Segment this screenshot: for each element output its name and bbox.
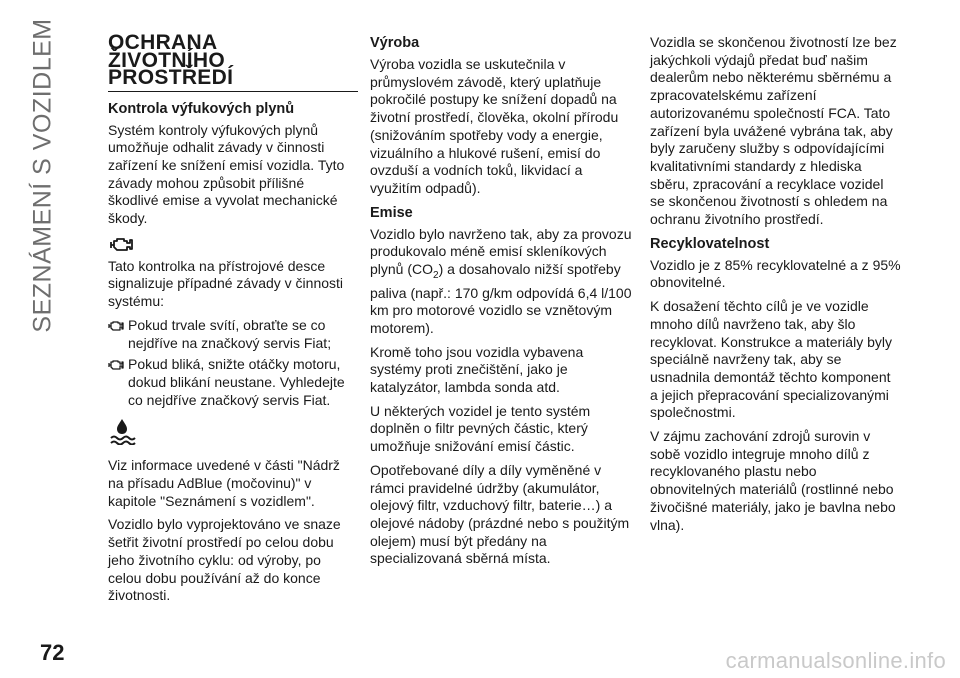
watermark: carmanualsonline.info	[725, 648, 946, 673]
column-1	[108, 31, 358, 611]
paragraph: V zájmu zachování zdrojů surovin v sobě vozidlo integruje mnoho dílů z recyklovaného plastu nebo obnovitelných materiálů (rostlinné nebo živočišné materiály, jako je bavlna nebo vlna).	[650, 428, 896, 533]
paragraph: Kromě toho jsou vozidla vybavena systémy proti znečištění, jako je katalyzátor, lambda sonda atd.	[370, 343, 584, 396]
paragraph: U některých vozidel je tento systém doplněn o filtr pevných částic, který umožňuje snižování emisí částic.	[370, 402, 591, 455]
heading-recyclability: Recyklovatelnost	[650, 235, 770, 252]
list-item: Pokud trvale svítí, obraťte se co nejdříve na značkový servis Fiat;	[108, 317, 358, 352]
paragraph: Viz informace uvedené v části "Nádrž na přísadu AdBlue (močovinu)" v kapitole "Seznámení s vozidlem".	[108, 457, 340, 509]
paragraph: Výroba vozidla se uskutečnila v průmyslovém závodě, který uplatňuje pokročilé postupy ke snížení dopadů na životní prostředí, člověka, okolní přírodu (snižováním spotřeby vody a energie, vizuálního a hlukové rušení, emisí do ovzduší a vodních toků, likvidací a využitím odpadů).	[370, 56, 619, 196]
section-title: OCHRANA ŽIVOTNÍHO PROSTŘEDÍ	[108, 34, 358, 92]
paragraph: Opotřebované díly a díly vyměněné v rámci pravidelné údržby (akumulátor, olejový filtr, vzduchový filtr, baterie…) a olejové nádoby (prázdné nebo s použitým olejem) musí být předány na specializovaná sběrná místa.	[370, 461, 630, 567]
page-number: 72	[40, 640, 65, 665]
engine-warning-icon	[108, 317, 124, 337]
engine-warning-icon	[108, 356, 124, 376]
paragraph: Vozidlo bylo vyprojektováno ve snaze šetřit životní prostředí po celou dobu jeho životního cyklu: od výroby, po celou dobu používání až do konce životnosti.	[108, 516, 341, 604]
column-3	[650, 34, 902, 540]
adblue-warning-icon	[108, 417, 358, 447]
heading-exhaust-control: Kontrola výfukových plynů	[108, 100, 295, 117]
paragraph: Vozidla se skončenou životností lze bez jakýchkoli výdajů předat buď našim dealerům nebo některému sběrnému a zpracovatelskému zařízení autorizovanému společností FCA. Tato zařízení byla uvážené vybrána tak, aby byly zaručeny služby s odpovídajícími kvalitativními standardy z hlediska sběru, zpracování a recyklace vozidel se skončenou životností s ohledem na ochranu životního prostředí.	[650, 34, 897, 228]
paragraph: Tato kontrolka na přístrojové desce signalizuje případné závady v činnosti systému:	[108, 257, 344, 310]
paragraph: Vozidlo bylo navrženo tak, aby za provozu produkovalo méně emisí skleníkových plynů $(CO_2)$ a dosahovalo nižší spotřeby paliva (např.: 170 g/km odpovídá 6,4 l/100 km pro motorové vozidlo se vznětovým motorem).	[370, 225, 632, 336]
column-2	[370, 34, 632, 574]
paragraph: Systém kontroly výfukových plynů umožňuje odhalit závady v činnosti zařízení ke snížení emisí vozidla. Tyto závady mohou způsobit přílišné škodlivé emise a vyvolat mechanické škody.	[108, 121, 345, 227]
list-item: Pokud bliká, snižte otáčky motoru, dokud blikání neustane. Vyhledejte co nejdříve značkový servis Fiat.	[108, 356, 358, 409]
paragraph: Vozidlo je z 85% recyklovatelné a z 95% obnovitelné.	[650, 256, 901, 291]
heading-production: Výroba	[370, 35, 420, 51]
chapter-side-title: SEZNÁMENÍ S VOZIDLEM	[28, 17, 57, 333]
heading-emissions: Emise	[370, 204, 413, 221]
paragraph: K dosažení těchto cílů je ve vozidle mnoho dílů navrženo tak, aby šlo recyklovat. Konstrukce a materiály byly speciálně navrženy tak, aby se usnadnila demontáž těchto komponent a jejich přepracování specializovanými společnostmi.	[650, 298, 892, 421]
engine-warning-icon	[108, 234, 358, 256]
